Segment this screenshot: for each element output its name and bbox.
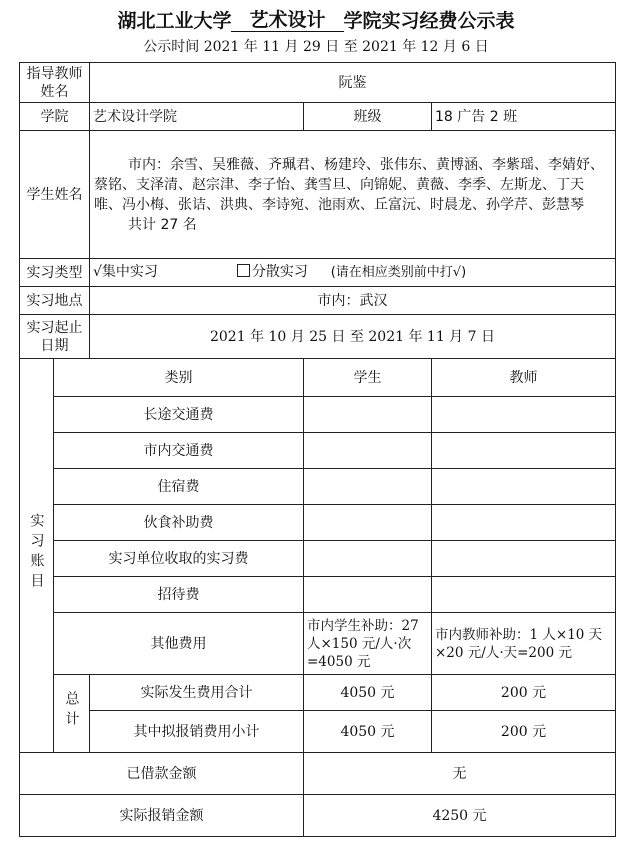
advisor-row: [20, 63, 616, 103]
table-row: [20, 397, 616, 433]
table-row: [20, 469, 616, 505]
class-label: 班级: [304, 103, 432, 131]
col-student-header: 学生: [304, 359, 432, 397]
college-row: [20, 103, 616, 131]
teacher-amount: [432, 469, 616, 505]
students-total: 共计 27 名: [128, 216, 197, 233]
period-value: 2021 年 10 月 25 日 至 2021 年 11 月 7 日: [90, 315, 616, 359]
location-row: [20, 287, 616, 315]
checkbox-empty-icon: [237, 264, 250, 277]
student-amount: [304, 541, 432, 577]
borrowed-value: 无: [304, 753, 616, 795]
location-label: 实习地点: [20, 287, 90, 315]
teacher-amount: [432, 505, 616, 541]
student-other-detail: 市内学生补助：27 人×150 元/人·次=4050 元: [304, 613, 432, 675]
student-amount: [304, 469, 432, 505]
student-amount: [304, 397, 432, 433]
reimbursed-value: 4250 元: [304, 795, 616, 837]
reimburse-subtotal-row: [20, 711, 616, 753]
title-college-blank: 艺术设计: [231, 9, 343, 32]
teacher-amount: [432, 577, 616, 613]
type-row: [20, 259, 616, 287]
students-list: 市内：余雪、吴雅薇、齐珮君、杨建玲、张伟东、黄博涵、李紫瑶、李婧妤、蔡铭、支泽清、赵宗津、李子怡、龚雪旦、向锦妮、黄薇、李季、左斯龙、丁天唯、冯小梅、张诘、洪典、李诗宛、池雨欢、丘富沅、时晨龙、孙学芹、彭慧琴: [94, 156, 604, 213]
reimburse-subtotal-label: 其中拟报销费用小计: [90, 711, 304, 753]
reimbursed-label: 实际报销金额: [20, 795, 304, 837]
teacher-amount: [432, 433, 616, 469]
student-amount: [304, 505, 432, 541]
period-row: [20, 315, 616, 359]
actual-total-student: 4050 元: [304, 675, 432, 711]
teacher-amount: [432, 541, 616, 577]
reimburse-subtotal-teacher: 200 元: [432, 711, 616, 753]
publish-time: 公示时间 2021 年 11 月 29 日 至 2021 年 12 月 6 日: [143, 39, 489, 55]
accounts-header-row: [20, 359, 616, 397]
col-teacher-header: 教师: [432, 359, 616, 397]
student-amount: [304, 433, 432, 469]
teacher-other-detail: 市内教师补助：1 人×10 天×20 元/人·天=200 元: [432, 613, 616, 675]
form-title: [0, 6, 632, 32]
expense-table: [19, 62, 616, 837]
reimbursed-row: [20, 795, 616, 837]
type-note: (请在相应类别前中打√): [330, 265, 467, 280]
college-value: 艺术设计学院: [90, 103, 304, 131]
category-meal-allowance: 伙食补助费: [54, 505, 304, 541]
category-city-transport: 市内交通费: [54, 433, 304, 469]
type-label: 实习类型: [20, 259, 90, 287]
category-other: 其他费用: [54, 613, 304, 675]
borrowed-label: 已借款金额: [20, 753, 304, 795]
category-long-transport: 长途交通费: [54, 397, 304, 433]
col-category-header: 类别: [54, 359, 304, 397]
students-row: [20, 131, 616, 259]
advisor-label: 指导教师姓名: [20, 63, 90, 103]
title-suffix: 学院实习经费公示表: [343, 10, 515, 32]
accounts-section-label: 实习账目: [20, 359, 54, 753]
table-row: [20, 541, 616, 577]
category-internship-fee: 实习单位收取的实习费: [54, 541, 304, 577]
actual-total-teacher: 200 元: [432, 675, 616, 711]
title-university: 湖北工业大学: [117, 10, 232, 32]
student-amount: [304, 577, 432, 613]
teacher-amount: [432, 397, 616, 433]
category-lodging: 住宿费: [54, 469, 304, 505]
advisor-value: 阮鉴: [90, 63, 616, 103]
table-row: [20, 505, 616, 541]
actual-total-row: [20, 675, 616, 711]
category-hospitality: 招待费: [54, 577, 304, 613]
period-label: 实习起止日期: [20, 315, 90, 359]
table-row: [20, 433, 616, 469]
class-value: 18 广告 2 班: [432, 103, 616, 131]
borrowed-row: [20, 753, 616, 795]
students-cell: [90, 131, 616, 259]
checkmark-icon: √: [93, 264, 102, 280]
students-label: 学生姓名: [20, 131, 90, 259]
college-label: 学院: [20, 103, 90, 131]
type-options: [90, 259, 616, 287]
type-dispersed: 分散实习: [251, 264, 308, 280]
table-row: [20, 577, 616, 613]
actual-total-label: 实际发生费用合计: [90, 675, 304, 711]
table-row: [20, 613, 616, 675]
type-concentrated: 集中实习: [101, 264, 158, 280]
location-value: 市内：武汉: [90, 287, 616, 315]
reimburse-subtotal-student: 4050 元: [304, 711, 432, 753]
total-label: 总计: [54, 675, 90, 753]
